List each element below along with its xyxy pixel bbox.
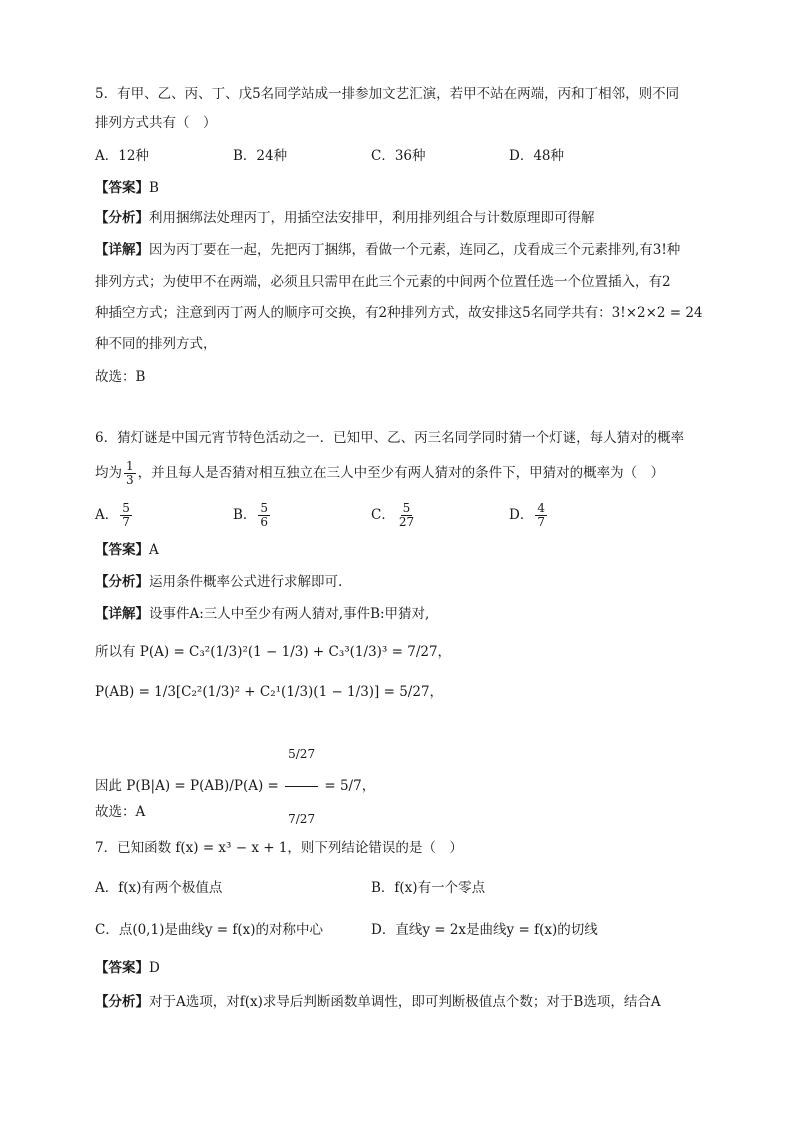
q5-option-a: A．12种 (95, 148, 149, 164)
option-fraction (535, 502, 547, 529)
answer-tag: 【答案】 (95, 542, 149, 558)
q7-option-a: A．f(x)有两个极值点 (95, 880, 223, 896)
analysis-text: 运用条件概率公式进行求解即可. (149, 574, 343, 590)
q7-option-d: D．直线y = 2x是曲线y = f(x)的切线 (371, 922, 598, 938)
detail-text: 因为丙丁要在一起，先把丙丁捆绑，看做一个元素，连同乙，戊看成三个元素排列,有3!种 (149, 242, 681, 258)
q5-detail-line2: 排列方式；为使甲不在两端，必须且只需甲在此三个元素的中间两个位置任选一个位置插入，有2 (95, 274, 671, 290)
q6-analysis (95, 572, 342, 592)
option-fraction (397, 502, 416, 529)
q6-formula-2: P(AB) = 1/3[C₂²(1/3)² + C₂¹(1/3)(1 − 1/3)] = 5/27， (95, 684, 444, 700)
option-label: A． (95, 507, 119, 523)
option-fraction (258, 502, 270, 529)
fraction-numerator: 5 (122, 501, 130, 515)
q5-option-d: D．48种 (509, 148, 565, 164)
option-fraction (120, 502, 132, 529)
answer-tag: 【答案】 (95, 960, 149, 976)
q6-option-c (371, 500, 418, 530)
detail-text: 设事件A:三人中至少有两人猜对,事件B:甲猜对, (149, 606, 430, 622)
answer-tag: 【答案】 (95, 180, 149, 196)
q7-answer (95, 958, 160, 978)
analysis-tag: 【分析】 (95, 574, 149, 590)
q6-formula-1: 所以有 P(A) = C₃²(1/3)²(1 − 1/3) + C₃³(1/3)³ = 7/27， (95, 644, 452, 660)
fraction-denominator: 27 (398, 515, 415, 529)
q6-formula-3 (95, 722, 375, 851)
fraction-numerator: 5 (260, 501, 269, 515)
analysis-tag: 【分析】 (95, 210, 149, 226)
fraction-denominator: 3 (126, 473, 134, 487)
q6-answer (95, 540, 159, 560)
option-label: B． (233, 507, 257, 523)
q6-option-d (509, 500, 549, 530)
q6-option-b (233, 500, 272, 530)
formula3-pre: 因此 P(B|A) = P(AB)/P(A) = (95, 778, 284, 794)
q5-option-b: B．24种 (233, 148, 288, 164)
q6-conclusion: 故选：A (95, 804, 146, 820)
fraction-numerator: 1 (126, 459, 134, 473)
q5-detail-line4: 种不同的排列方式， (95, 336, 217, 352)
q7-option-b: B．f(x)有一个零点 (371, 880, 486, 896)
formula3-fraction (285, 722, 318, 851)
q5-detail-line1 (95, 240, 680, 260)
fraction-denominator: 7/27 (288, 812, 316, 826)
analysis-text: 对于A选项，对f(x)求导后判断函数单调性，即可判断极值点个数；对于B选项，结合A (149, 994, 661, 1010)
fraction-numerator: 5 (402, 501, 411, 515)
q6-stem-line2 (95, 458, 664, 488)
analysis-text: 利用捆绑法处理丙丁，用插空法安排甲，利用排列组合与计数原理即可得解 (149, 210, 595, 226)
answer-value: D (149, 960, 160, 976)
q7-option-c: C．点(0,1)是曲线y = f(x)的对称中心 (95, 922, 323, 938)
detail-tag: 【详解】 (95, 242, 149, 258)
option-label: C． (371, 507, 395, 523)
q6-stem-pre: 均为 (95, 465, 122, 481)
detail-tag: 【详解】 (95, 606, 149, 622)
fraction-numerator: 5/27 (285, 722, 318, 787)
option-label: D． (509, 507, 534, 523)
q6-stem-fraction (124, 460, 136, 487)
q6-option-a (95, 500, 134, 530)
formula3-post: = 5/7， (320, 778, 376, 794)
q6-detail-line1 (95, 604, 429, 624)
q5-answer (95, 178, 159, 198)
answer-value: B (149, 180, 159, 196)
fraction-denominator: 7 (537, 515, 545, 529)
q5-stem-line1: 5．有甲、乙、丙、丁、戊5名同学站成一排参加文艺汇演，若甲不站在两端，丙和丁相邻，则不同 (95, 86, 680, 102)
q6-stem-post: ，并且每人是否猜对相互独立在三人中至少有两人猜对的条件下，甲猜对的概率为（ ） (137, 465, 665, 481)
q5-conclusion: 故选：B (95, 369, 146, 385)
q6-stem-line1: 6．猜灯谜是中国元宵节特色活动之一．已知甲、乙、丙三名同学同时猜一个灯谜，每人猜对的概率 (95, 430, 685, 446)
answer-value: A (149, 542, 159, 558)
fraction-denominator: 6 (260, 515, 269, 529)
q7-analysis (95, 992, 661, 1012)
q5-detail-line3: 种插空方式；注意到丙丁两人的顺序可交换，有2种排列方式，故安排这5名同学共有：3!×2×2 = 24 (95, 305, 703, 321)
fraction-numerator: 4 (537, 501, 545, 515)
q5-stem-line2: 排列方式共有（ ） (95, 115, 217, 131)
q7-stem: 7．已知函数 f(x) = x³ − x + 1，则下列结论错误的是（ ） (95, 840, 463, 856)
q5-analysis (95, 208, 595, 228)
analysis-tag: 【分析】 (95, 994, 149, 1010)
fraction-denominator: 7 (122, 515, 130, 529)
q5-option-c: C．36种 (371, 148, 426, 164)
